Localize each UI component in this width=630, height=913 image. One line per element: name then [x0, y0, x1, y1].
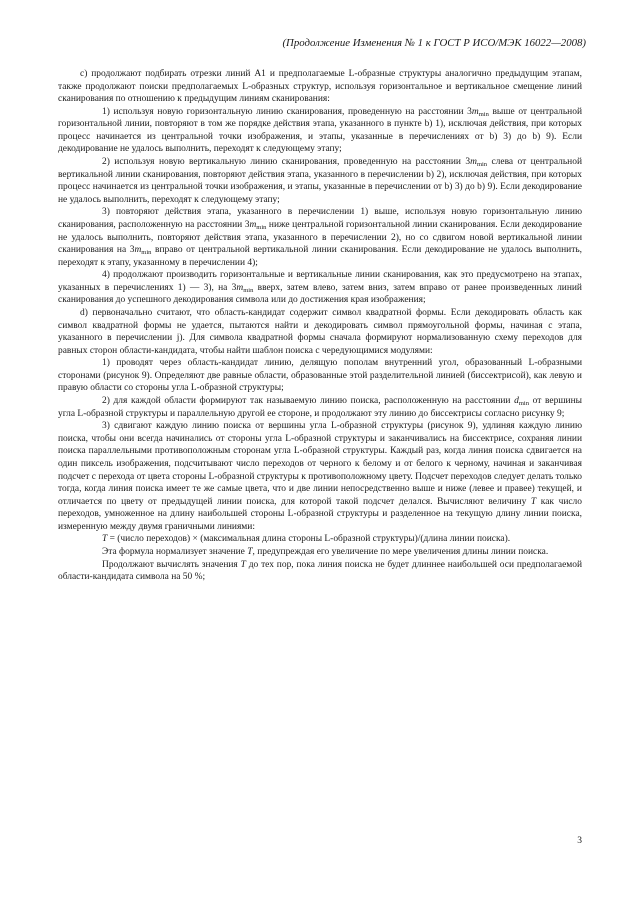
paragraph	[58, 206, 582, 269]
subscript: min	[518, 400, 529, 408]
text-run: Эта формула нормализует значение	[102, 546, 248, 557]
page-header: (Продолжение Изменения № 1 к ГОСТ Р ИСО/МЭК 16022—2008)	[282, 37, 586, 49]
math-var: d	[514, 396, 519, 407]
text-run: выше от центральной горизонтальной линии, повторяют в том же порядке действия этапа, указанного в пункте b) 1), исключая действия, при которых процесс начинается из центральной точки изображения, и этапы, указанные в перечислениях от b) 3) до b) 9). Если декодирование не удалось выполнить, переходят к следующему этапу;	[58, 106, 583, 155]
page-number: 3	[577, 836, 582, 846]
text-run: как число переходов, умноженное на длину наибольшей стороны L-образной структуры и разделенное на текущую длину линии поиска, измеренную между двумя граничными линиями:	[58, 496, 582, 532]
paragraph	[58, 546, 582, 559]
subscript: min	[256, 223, 267, 231]
subscript: min	[141, 249, 152, 257]
text-run: 3) сдвигают каждую линию поиска от вершины угла L-образной структуры (рисунок 9), удлиняя каждую линию поиска, чтобы они всегда начинались от стороны угла L-образной структуры и заканчивались на биссектрисе, сохраняя линии поиска параллельными противоположным сторонам угла L-образной структуры. Каждый раз, когда линия поиска сдвигается на один пиксель изображения, подсчитывают число переходов от черного к белому и от белого к черному, начиная и заканчивая подсчет с перехода от цвета стороны L-образной структуры к противоположному цвету. Подсчет переходов следует делать только тогда, когда линия поиска имеет те же самые цвета, что и две линии непосредственно выше и ниже (левее и правее) текущей, и отличается по цвету от предыдущей линии поиска, для которой такой подсчет делался. Вычисляют величину	[58, 421, 582, 507]
math-var: m	[471, 106, 479, 117]
math-var: m	[470, 157, 477, 168]
text-run: 3) повторяют действия этапа, указанного в перечислении 1) выше, используя новую горизонтальную линию сканирования, расположенную на расстоянии 3	[58, 207, 582, 230]
text-run: ниже центральной горизонтальной линии сканирования. Если декодирование не удалось выполнить, повторяют действия этапа, указанного в перечислении 2), но со сдвигом новой вертикальной линии сканирования на 3	[58, 219, 582, 256]
text-run: вверх, затем влево, затем вниз, затем вправо от ранее произведенных линий сканирования до успешного декодирования символа или до достижения края изображения;	[58, 282, 582, 306]
text-run: вправо от центральной вертикальной линии сканирования. Если декодирование не удалось выполнить, переходят к этапу, указанному в перечислении 4);	[58, 245, 582, 268]
paragraph	[58, 156, 582, 206]
paragraph: c) продолжают подбирать отрезки линий А1 и предполагаемые L-образные структуры аналогично предыдущим этапам, также продолжают поиски предполагаемых L-образных структур, используя горизонтальное и вертикальное смещение линий сканирования по отношению к предыдущим линиям сканирования:	[58, 69, 582, 105]
subscript: min	[476, 161, 488, 169]
text-run: слева от центральной вертикальной линии сканирования, повторяют действия этапа, указанного в перечислении b) 2), исключая действия, при которых процесс начинается из центральной точки изображения, и этапы, указанные в перечислении от b) 3) до b) 9). Если декодирование не удалось выполнить, переходят к следующему этапу;	[58, 157, 582, 205]
paragraph: 1) проводят через область-кандидат линию, делящую пополам внутренний угол, образованный L-образными сторонами (рисунок 9). Определяют две равные области, образованные этой разделительной линией (биссектрисой), как левую и правую области со стороны угла L-образной структуры;	[58, 358, 582, 394]
text-run: 2) используя новую вертикальную линию сканирования, проведенную на расстоянии 3	[102, 157, 471, 168]
math-var: m	[134, 245, 142, 256]
math-var: T	[102, 534, 108, 545]
text-run: 1) используя новую горизонтальную линию сканирования, проведенную на расстоянии 3	[102, 106, 472, 117]
paragraph	[58, 420, 582, 533]
text-run: 4) продолжают производить горизонтальные и вертикальные линии сканирования, как это предусмотрено на этапах, указанных в перечислениях 1) — 3), на 3	[58, 270, 582, 293]
text-run: до тех пор, пока линия поиска не будет длиннее наибольшей оси предполагаемой области-кандидата символа на 50 %;	[58, 559, 583, 583]
paragraph	[58, 106, 582, 156]
math-var: T	[247, 546, 253, 557]
paragraph	[58, 395, 582, 420]
text-run: 2) для каждой области формируют так называемую линию поиска, расположенную на расстоянии	[102, 396, 515, 407]
paragraph: d) первоначально считают, что область-кандидат содержит символ квадратной формы. Если декодировать область как символ квадратной формы не удается, пытаются найти и декодировать символ прямоугольной формы, начиная с этапа, указанного в перечислении j). Для символа квадратной формы сначала формируют нормализованную схему переходов для равных сторон области-кандидата, чтобы найти шаблон поиска с чередующимися модулями:	[58, 307, 582, 356]
math-var: m	[236, 282, 244, 293]
math-var: m	[249, 219, 257, 230]
text-run: от вершины угла L-образной структуры и параллельную другой ее стороне, и продолжают эту линию до биссектрисы согласно рисунку 9;	[58, 396, 582, 419]
paragraph	[58, 269, 582, 307]
text-run: = (число переходов) × (максимальная длина стороны L-образной структуры)/(длина линии поиска).	[107, 534, 511, 545]
subscript: min	[243, 286, 254, 294]
paragraph	[58, 559, 582, 584]
document-body	[58, 68, 582, 584]
math-var: T	[530, 496, 537, 507]
formula-paragraph	[58, 533, 582, 546]
subscript: min	[478, 110, 489, 118]
text-run: Продолжают вычислять значения	[102, 559, 241, 570]
math-var: T	[240, 559, 246, 570]
text-run: , предупреждая его увеличение по мере увеличения длины линии поиска.	[252, 546, 549, 557]
